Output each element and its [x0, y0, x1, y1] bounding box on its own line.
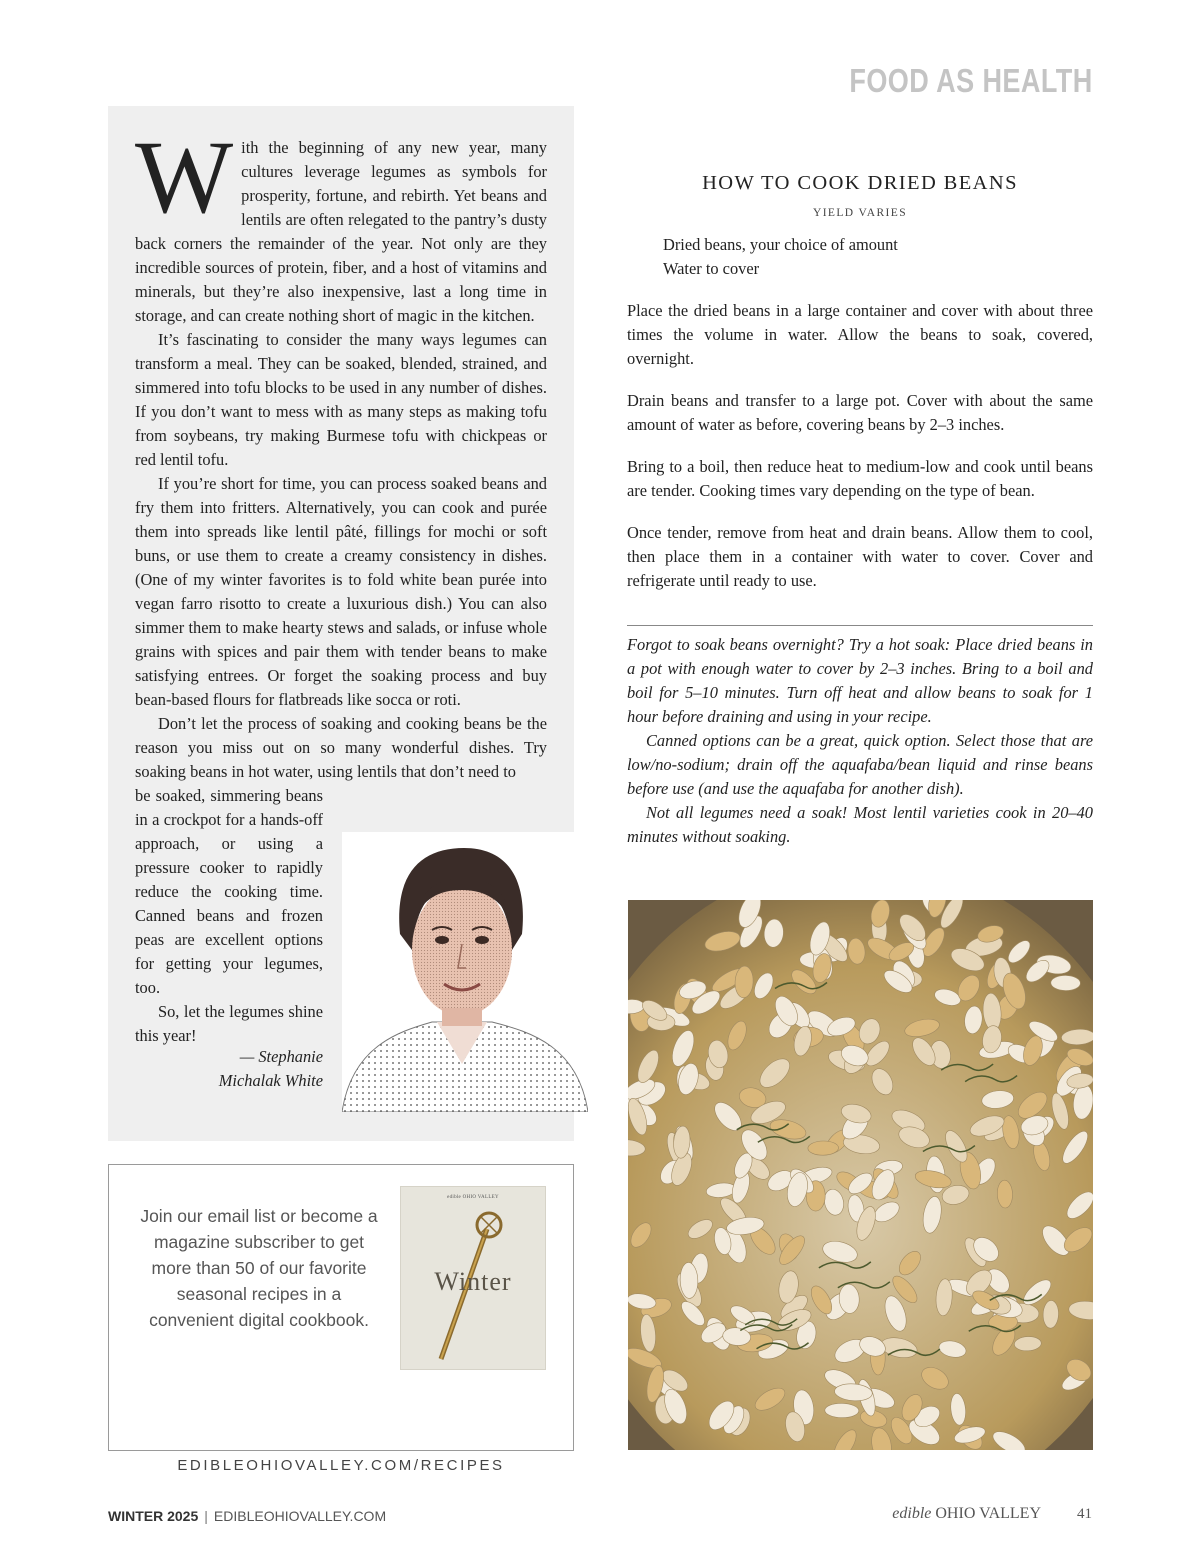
bean-shape: [825, 1403, 859, 1418]
cookbook-brand: edible OHIO VALLEY: [447, 1195, 499, 1200]
essay-narrow-text: be soaked, simmering beans in a crockpot for a hands-off approach, or using a pressure cooker to rapidly reduce the cooking time. Canned beans and frozen peas are excellent options for getting your legumes, too.: [135, 786, 323, 997]
cookbook-cover[interactable]: [401, 1187, 545, 1369]
section-label: FOOD AS HEALTH: [849, 62, 1093, 99]
promo-text: Join our email list or become a magazine subscriber to get more than 50 of our favorite seasonal recipes in a convenient digital cookbook.: [140, 1206, 378, 1330]
ingredient-item: Water to cover: [663, 259, 760, 278]
ingredient-item: Dried beans, your choice of amount: [663, 235, 898, 254]
bean-shape: [808, 1141, 839, 1156]
bean-shape: [1051, 975, 1081, 991]
divider: [627, 625, 1093, 626]
footer-brand: edible OHIO VALLEY 41: [892, 1505, 1092, 1522]
drop-cap: W: [135, 120, 234, 235]
recipe-step: Bring to a boil, then reduce heat to medium-low and cook until beans are tender. Cooking times vary depending on the type of bean.: [627, 457, 1093, 500]
page-number: 41: [1077, 1506, 1092, 1522]
recipe-steps: [627, 299, 1093, 611]
cookbook-title: Winter: [434, 1267, 512, 1296]
tip-paragraph: Canned options can be a great, quick option. Select those that are low/no-sodium; drain off the aquafaba/bean liquid and rinse beans before use (and use the aquafaba for another dish).: [627, 731, 1093, 798]
author-signature: — Stephanie Michalak White: [218, 1047, 323, 1090]
essay-paragraph: If you’re short for time, you can process soaked beans and fry them into fritters. Alternatively, you can cook and purée them into spreads like lentil pâté, fillings for mochi or soft buns, or use them to create a creamy consistency in dishes. (One of my winter favorites is to fold white bean purée into vegan farro risotto to create a luxurious dish.) You can also simmer them to make hearty stews and salads, or infuse whole grains with spices and pair them with tender beans to make satisfying entrees. Or forget the soaking process and buy bean-based flours for flatbreads like socca or roti.: [135, 474, 547, 709]
essay-closing: So, let the legumes shine this year!: [135, 1002, 323, 1045]
footer-issue: WINTER 2025 | EDIBLEOHIOVALLEY.COM: [108, 1508, 387, 1524]
cooked-beans-image: [628, 900, 1093, 1450]
recipe-step: Once tender, remove from heat and drain beans. Allow them to cool, then place them in a container with water to cover. Cover and refrigerate until ready to use.: [627, 523, 1093, 590]
ingredient-list: [663, 233, 898, 281]
recipe-tips: [627, 633, 1093, 849]
tip-paragraph: Not all legumes need a soak! Most lentil varieties cook in 20–40 minutes without soaking.: [627, 803, 1093, 846]
essay-paragraph: With the beginning of any new year, many cultures leverage legumes as symbols for prosperity, fortune, and rebirth. Yet beans and lentils are often relegated to the pantry’s dusty back corners the remainder of the year. Not only are they incredible sources of protein, fiber, and a host of vitamins and minerals, but they’re also inexpensive, last a long time in storage, and can create nothing short of magic in the kitchen.: [135, 120, 547, 325]
essay-paragraph: Don’t let the process of soaking and cooking beans be the reason you miss out on so many wonderful dishes. Try soaking beans in hot water, using lentils that don’t need to be soaked, simmering beans in a crockpot for a hands-off approach, or using a pressure cooker to rapidly reduce the cooking time. Canned beans and frozen peas are excellent options for getting your legumes, too.: [135, 712, 547, 1000]
essay-paragraph: It’s fascinating to consider the many ways legumes can transform a meal. They can be soaked, blended, strained, and simmered into tofu blocks to be used in any number of dishes. If you don’t want to mess with as many steps as making tofu from soybeans, try making Burmese tofu with chickpeas or red lentil tofu.: [135, 330, 547, 469]
recipe-step: Drain beans and transfer to a large pot. Cover with about the same amount of water as before, covering beans by 2–3 inches.: [627, 391, 1093, 434]
tip-paragraph: Forgot to soak beans overnight? Try a hot soak: Place dried beans in a pot with enough water to cover by 2–3 inches. Bring to a boil and boil for 5–10 minutes. Turn off heat and allow beans to soak for 1 hour before draining and using in your recipe.: [627, 635, 1093, 726]
portrait-illustration: [342, 832, 588, 1112]
recipes-link[interactable]: EDIBLEOHIOVALLEY.COM/RECIPES: [177, 1457, 505, 1474]
author-portrait: [342, 832, 588, 1112]
recipe-title: HOW TO COOK DRIED BEANS: [702, 172, 1018, 194]
beans-photo: [628, 900, 1093, 1450]
recipe-step: Place the dried beans in a large container and cover with about three times the volume in water. Allow the beans to soak, covered, overnight.: [627, 301, 1093, 368]
cookbook-promo[interactable]: [108, 1164, 574, 1474]
recipe-yield: YIELD VARIES: [812, 207, 907, 219]
